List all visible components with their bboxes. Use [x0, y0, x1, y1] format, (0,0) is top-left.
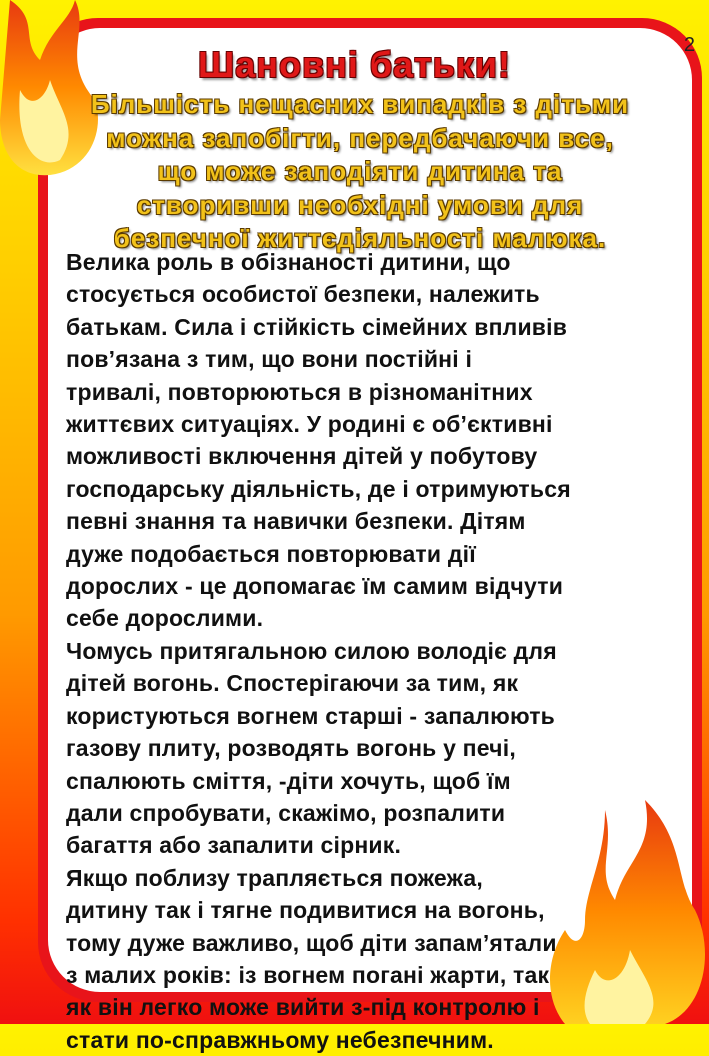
body-text [66, 246, 666, 1056]
body-line: дітей вогонь. Спостерігаючи за тим, як [66, 670, 519, 697]
page-title: Шановні батьки! [198, 44, 511, 85]
body-line: тому дуже важливо, щоб діти запам’ятали [66, 929, 557, 956]
subtitle-line: Більшість нещасних випадків з дітьми [90, 89, 630, 119]
body-line: багаття або запалити сірник. [66, 832, 402, 859]
subtitle-line: можна запобігти, передбачаючи все, [106, 122, 614, 153]
body-line: дорослих - це допомагає їм самим відчути [66, 573, 564, 600]
body-line: себе дорослими. [66, 605, 264, 632]
body-line: дуже подобається повторювати дії [66, 540, 476, 567]
body-line: тривалі, повторюються в різноманітних [66, 378, 533, 405]
body-line: спалюють сміття, -діти хочуть, щоб їм [66, 767, 511, 794]
subtitle-line: що може заподіяти дитина та [157, 156, 563, 186]
body-line: певні знання та навички безпеки. Дітям [66, 508, 526, 535]
body-line: пов’язана з тим, що вони постійні і [66, 346, 473, 373]
page-number: 2 [683, 34, 695, 56]
body-line: Чомусь притягальною силою володіє для [66, 637, 557, 664]
body-line: користуються вогнем старші - запалюють [66, 702, 556, 729]
body-line: як він легко може вийти з-під контролю і [66, 994, 540, 1021]
body-line: газову плиту, розводять вогонь у печі, [66, 735, 516, 762]
body-line: батькам. Сила і стійкість сімейних впливів [66, 313, 568, 340]
body-line: з малих років: із вогнем погані жарти, так [66, 961, 550, 988]
body-line: господарську діяльність, де і отримуються [66, 475, 571, 502]
body-line: стосується особистої безпеки, належить [66, 281, 540, 308]
body-line: життєвих ситуаціях. У родині є об’єктивні [66, 411, 553, 438]
subtitle-line: створивши необхідні умови для [136, 189, 584, 220]
body-line: Якщо поблизу трапляється пожежа, [66, 864, 483, 891]
subtitle [40, 88, 680, 256]
body-line: Велика роль в обізнаності дитини, що [66, 249, 511, 275]
body-line: можливості включення дітей у побутову [66, 443, 538, 470]
body-line: стати по-справжньому небезпечним. [66, 1026, 494, 1053]
body-line: дали спробувати, скажімо, розпалити [66, 799, 506, 826]
body-line: дитину так і тягне подивитися на вогонь, [66, 897, 545, 924]
subtitle-line: безпечної життєдіяльності малюка. [113, 223, 607, 253]
